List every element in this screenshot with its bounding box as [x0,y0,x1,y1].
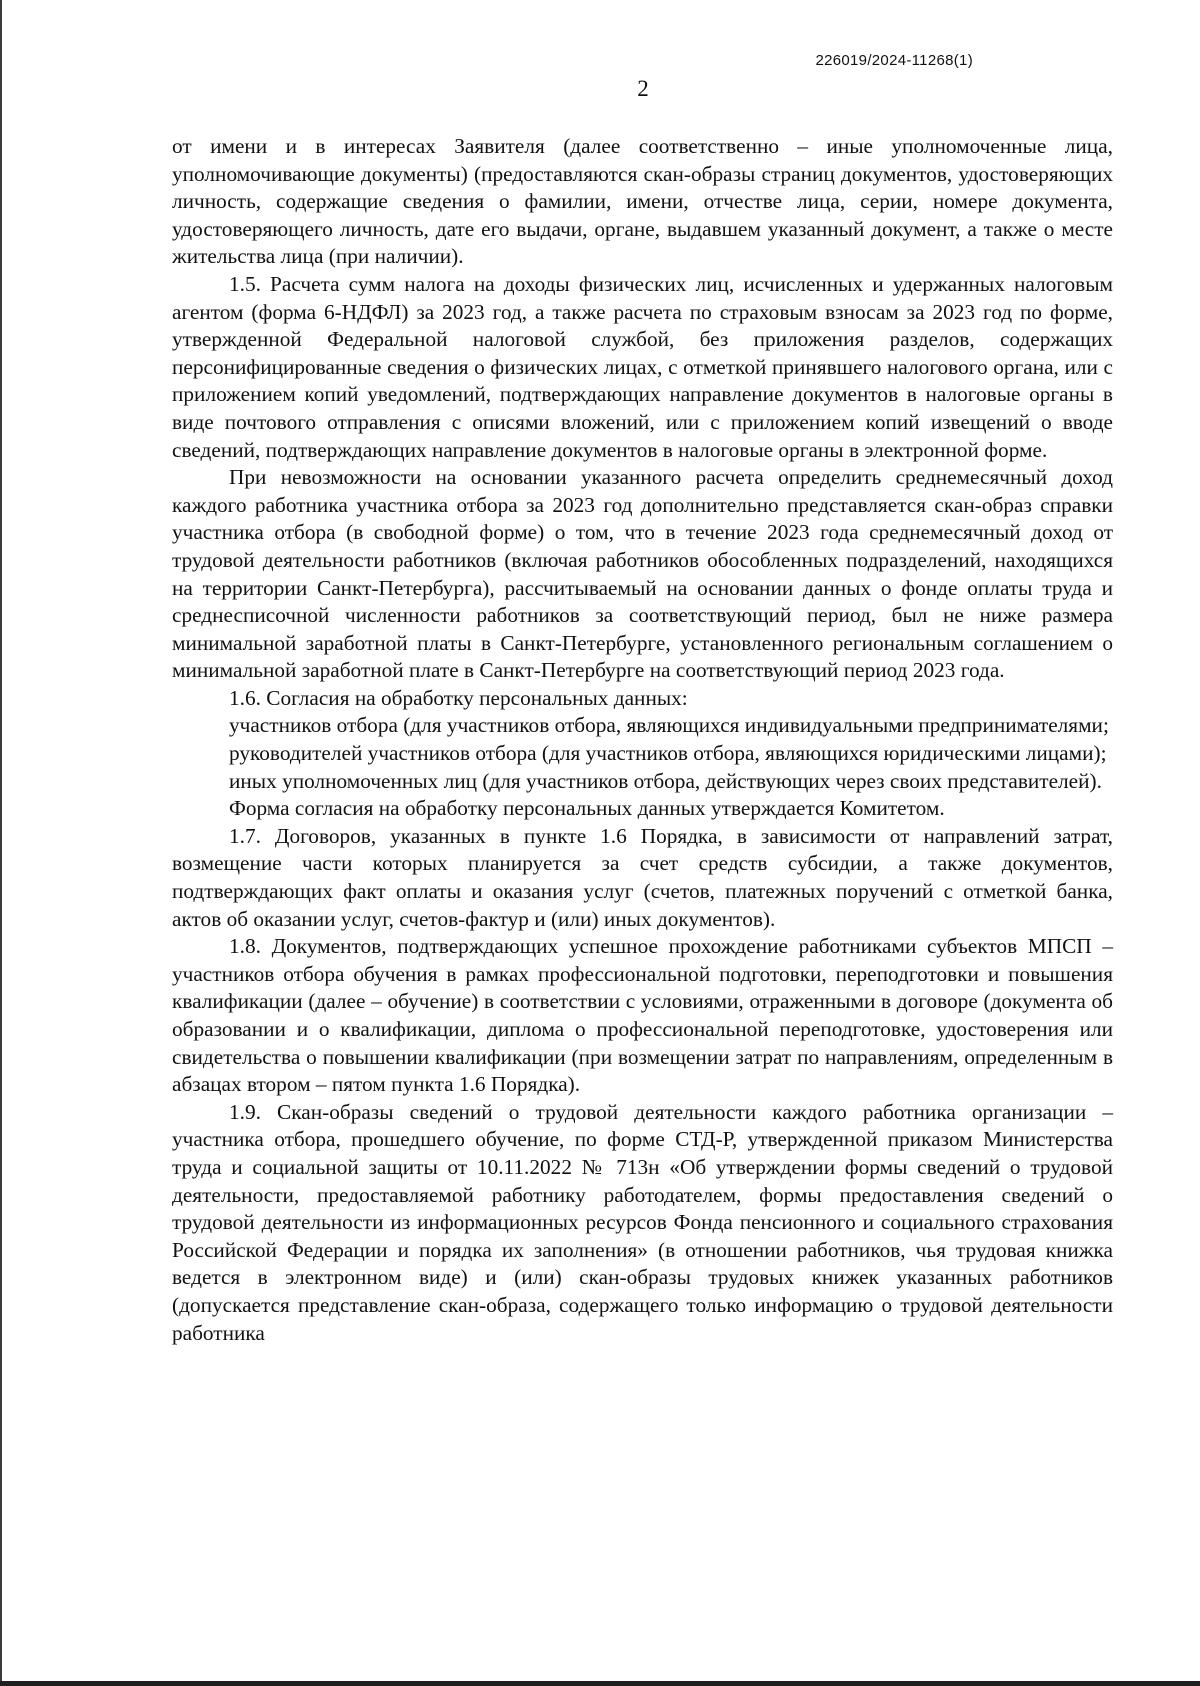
paragraph: 1.7. Договоров, указанных в пункте 1.6 Порядка, в зависимости от направлений затрат, возмещение части которых планируется за счет средств субсидии, а также документов, подтверждающих факт оплаты и оказания услуг (счетов, платежных поручений с отметкой банка, актов об оказании услуг, счетов-фактур и (или) иных документов). [172,823,1113,931]
paragraph: участников отбора (для участников отбора, являющихся индивидуальными предпринимателями; [229,713,1109,738]
paragraph: Форма согласия на обработку персональных данных утверждается Комитетом. [229,796,945,821]
paragraph: 1.6. Согласия на обработку персональных данных: [229,685,688,710]
paragraph: руководителей участников отбора (для участников отбора, являющихся юридическими лицами); [229,741,1107,766]
paragraph: от имени и в интересах Заявителя (далее соответственно – иные уполномоченные лица, уполномочивающие документы) (предоставляются скан-образы страниц документов, удостоверяющих личность, содержащие сведения о фамилии, имени, отчестве лица, серии, номере документа, удостоверяющего личность, дате его выдачи, органе, выдавшем указанный документ, а также о месте жительства лица (при наличии). [172,134,1113,269]
paragraph: иных уполномоченных лиц (для участников отбора, действующих через своих представителей). [229,768,1102,793]
paragraph: 1.9. Скан-образы сведений о трудовой деятельности каждого работника организации – участника отбора, прошедшего обучение, по форме СТД-Р, утвержденной приказом Министерства труда и социальной защиты от 10.11.2022 № 713н «Об утверждении формы сведений о трудовой деятельности, предоставляемой работнику работодателем, формы предоставления сведений о трудовой деятельности из информационных ресурсов Фонда пенсионного и социального страхования Российской Федерации и порядка их заполнения» (в отношении работников, чья трудовая книжка ведется в электронном виде) и (или) скан-образы трудовых книжек указанных работников (допускается представление скан-образа, содержащего только информацию о трудовой деятельности работника [172,1099,1113,1345]
paragraph: При невозможности на основании указанного расчета определить среднемесячный доход каждого работника участника отбора за 2023 год дополнительно представляется скан-образ справки участника отбора (в свободной форме) о том, что в течение 2023 года среднемесячный доход от трудовой деятельности работников (включая работников обособленных подразделений, находящихся на территории Санкт-Петербурга), рассчитываемый на основании данных о фонде оплаты труда и среднесписочной численности работников за соответствующий период, был не ниже размера минимальной заработной платы в Санкт-Петербурге, установленного региональным соглашением о минимальной заработной плате в Санкт-Петербурге на соответствующий период 2023 года. [172,465,1113,683]
paragraph: 1.8. Документов, подтверждающих успешное прохождение работниками субъектов МПСП – участников отбора обучения в рамках профессиональной подготовки, переподготовки и повышения квалификации (далее – обучение) в соответствии с условиями, отраженными в договоре (документа об образовании и о квалификации, диплома о профессиональной переподготовке, удостоверения или свидетельства о повышении квалификации (при возмещении затрат по направлениям, определенным в абзацах втором – пятом пункта 1.6 Порядка). [172,934,1113,1097]
scan-edge-bottom [0,1681,1200,1686]
paragraph: 1.5. Расчета сумм налога на доходы физических лиц, исчисленных и удержанных налоговым агентом (форма 6-НДФЛ) за 2023 год, а также расчета по страховым взносам за 2023 год по форме, утвержденной Федеральной налоговой службой, без приложения разделов, содержащих персонифицированные сведения о физических лицах, с отметкой принявшего налогового органа, или с приложением копий уведомлений, подтверждающих направление документов в налоговые органы в виде почтового отправления с описями вложений, или с приложением копий извещений о вводе сведений, подтверждающих направление документов в налоговые органы в электронной форме. [172,271,1113,462]
page-number: 2 [637,76,649,101]
scan-edge-left [0,0,2,1686]
document-body [172,133,1113,1347]
document-number: 226019/2024-11268(1) [815,52,973,69]
